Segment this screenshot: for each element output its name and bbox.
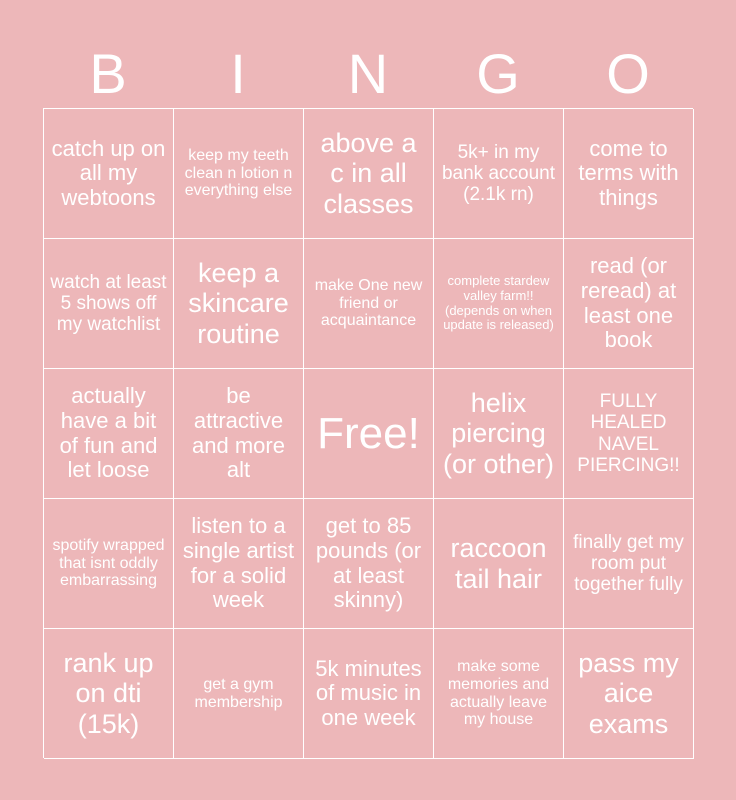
bingo-cell-r2c5[interactable]: read (or reread) at least one book	[564, 239, 694, 369]
header-letter-g: G	[476, 42, 520, 105]
bingo-cell-r3c2[interactable]: be attractive and more alt	[174, 369, 304, 499]
bingo-cell-r4c2[interactable]: listen to a single artist for a solid week	[174, 499, 304, 629]
header-letter-i: I	[230, 42, 246, 105]
bingo-cell-r2c1[interactable]: watch at least 5 shows off my watchlist	[44, 239, 174, 369]
bingo-cell-r2c2[interactable]: keep a skincare routine	[174, 239, 304, 369]
header-letter-b: B	[89, 42, 127, 105]
bingo-cell-r2c4[interactable]: complete stardew valley farm!! (depends on when update is released)	[434, 239, 564, 369]
bingo-cell-r5c5[interactable]: pass my aice exams	[564, 629, 694, 759]
bingo-cell-r5c3[interactable]: 5k minutes of music in one week	[304, 629, 434, 759]
bingo-cell-r5c1[interactable]: rank up on dti (15k)	[44, 629, 174, 759]
bingo-cell-r5c2[interactable]: get a gym membership	[174, 629, 304, 759]
bingo-cell-r3c5[interactable]: FULLY HEALED NAVEL PIERCING!!	[564, 369, 694, 499]
bingo-cell-r4c4[interactable]: raccoon tail hair	[434, 499, 564, 629]
header-letter-n: N	[347, 42, 389, 105]
bingo-header	[43, 40, 693, 108]
bingo-board	[43, 108, 693, 758]
bingo-cell-r4c3[interactable]: get to 85 pounds (or at least skinny)	[304, 499, 434, 629]
bingo-cell-r5c4[interactable]: make some memories and actually leave my house	[434, 629, 564, 759]
bingo-cell-r1c4[interactable]: 5k+ in my bank account (2.1k rn)	[434, 109, 564, 239]
bingo-cell-r3c4[interactable]: helix piercing (or other)	[434, 369, 564, 499]
header-letter-o: O	[606, 42, 650, 105]
bingo-cell-r4c1[interactable]: spotify wrapped that isnt oddly embarrassing	[44, 499, 174, 629]
bingo-cell-r1c2[interactable]: keep my teeth clean n lotion n everything else	[174, 109, 304, 239]
bingo-cell-free[interactable]: Free!	[304, 369, 434, 499]
bingo-cell-r1c3[interactable]: above a c in all classes	[304, 109, 434, 239]
bingo-cell-r1c1[interactable]: catch up on all my webtoons	[44, 109, 174, 239]
bingo-cell-r1c5[interactable]: come to terms with things	[564, 109, 694, 239]
bingo-cell-r2c3[interactable]: make One new friend or acquaintance	[304, 239, 434, 369]
bingo-cell-r4c5[interactable]: finally get my room put together fully	[564, 499, 694, 629]
bingo-cell-r3c1[interactable]: actually have a bit of fun and let loose	[44, 369, 174, 499]
